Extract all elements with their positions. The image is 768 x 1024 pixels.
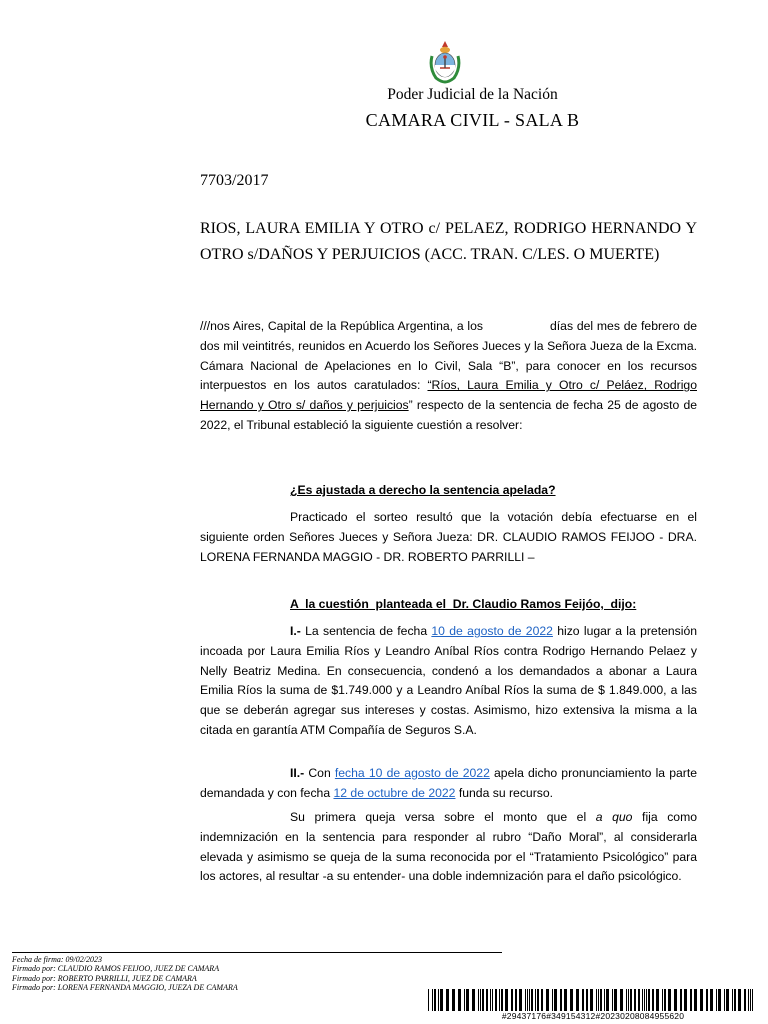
signature-line: Firmado por: CLAUDIO RAMOS FEIJOO, JUEZ DE CAMARA <box>12 964 220 974</box>
national-seal-emblem <box>428 38 462 84</box>
vote-heading: A la cuestión planteada el Dr. Claudio Ramos Feijóo, dijo: <box>290 597 637 611</box>
appeal-date-link[interactable]: fecha 10 de agosto de 2022 <box>334 766 490 780</box>
chamber-name: CAMARA CIVIL - SALA B <box>365 110 580 130</box>
intro-text-a: ///nos Aires, Capital de la República Argentina, a los <box>200 319 484 333</box>
section-ii-text-a: Con <box>304 766 335 780</box>
section-i-text-a: La sentencia de fecha <box>300 624 432 638</box>
section-ii-text-b: apela dicho pronunciamiento la parte demandada y con fecha <box>200 766 697 800</box>
footer-divider <box>12 952 502 953</box>
a-quo-italic: a quo <box>595 810 633 824</box>
institution-name: Poder Judicial de la Nación <box>387 86 558 103</box>
draw-paragraph: Practicado el sorteo resultó que la votación debía efectuarse en el siguiente orden Señores Jueces y Señora Jueza: DR. CLAUDIO RAMOS FEIJOO - DRA. LORENA FERNANDA MAGGIO - DR. ROBERTO PARRILLI – <box>200 510 697 564</box>
case-caption-quoted: “Ríos, Laura Emilia y Otro c/ Peláez, Rodrigo Hernando y Otro s/ daños y perjuicios <box>200 378 697 413</box>
section-i-text-b: hizo lugar a la pretensión incoada por Laura Emilia Ríos y Leandro Aníbal Ríos contra Rodrigo Hernando Pelaez y Nelly Beatriz Medina. En consecuencia, condenó a los demandados a abonar a Laura Emilia Ríos la suma de $1.749.000 y a Leandro Aníbal Ríos la suma de $ 1.849.000, a las que se deberán agregar sus intereses y costas. Asimismo, hizo extensiva la misma a la citada en garantía ATM Compañía de Seguros S.A. <box>200 624 697 737</box>
case-caption: RIOS, LAURA EMILIA Y OTRO c/ PELAEZ, RODRIGO HERNANDO Y OTRO s/DAÑOS Y PERJUICIOS (ACC. TRAN. C/LES. O MUERTE) <box>200 220 697 263</box>
grounds-date-link[interactable]: 12 de octubre de 2022 <box>333 785 456 800</box>
intro-text-c: ” respecto de la sentencia de fecha 25 de agosto de 2022, el Tribunal estableció la siguiente cuestión a resolver: <box>200 398 697 432</box>
signature-line: Firmado por: LORENA FERNANDA MAGGIO, JUEZA DE CAMARA <box>12 983 238 993</box>
complaint-paragraph <box>200 808 697 887</box>
intro-paragraph <box>200 317 697 436</box>
sentence-date-link[interactable]: 10 de agosto de 2022 <box>431 624 553 638</box>
complaint-text-b: fija como indemnización en la sentencia para responder al rubro “Daño Moral”, al considerarla elevada y asimismo se queja de la suma reconocida por el “Tratamiento Psicológico” para los actores, al resultar -a su entender- una doble indemnización para el daño psicológico. <box>200 810 698 884</box>
complaint-text-a: Su primera queja versa sobre el monto que el <box>290 810 596 824</box>
section-ii-label: II.- <box>290 766 305 780</box>
section-ii-text-c: funda su recurso. <box>455 785 554 800</box>
signature-date: Fecha de firma: 09/02/2023 <box>12 955 102 964</box>
document-barcode <box>428 989 756 1011</box>
section-i-paragraph <box>200 622 697 741</box>
section-ii-paragraph <box>200 764 697 804</box>
case-number: 7703/2017 <box>200 172 269 189</box>
intro-text-b: días del mes de febrero de dos mil veintitrés, reunidos en Acuerdo los Señores Jueces y la Señora Jueza de la Excma. Cámara Nacional de Apelaciones en lo Civil, Sala “B”, para conocer en los recursos interpuestos en los autos caratulados: <box>200 319 697 393</box>
question-heading: ¿Es ajustada a derecho la sentencia apelada? <box>290 483 556 497</box>
section-i-label: I.- <box>290 624 301 638</box>
signature-block <box>12 955 238 993</box>
signature-line: Firmado por: ROBERTO PARRILLI, JUEZ DE CAMARA <box>12 973 197 983</box>
barcode-number: #29437176#349154312#20230208084955620 <box>501 1011 685 1021</box>
